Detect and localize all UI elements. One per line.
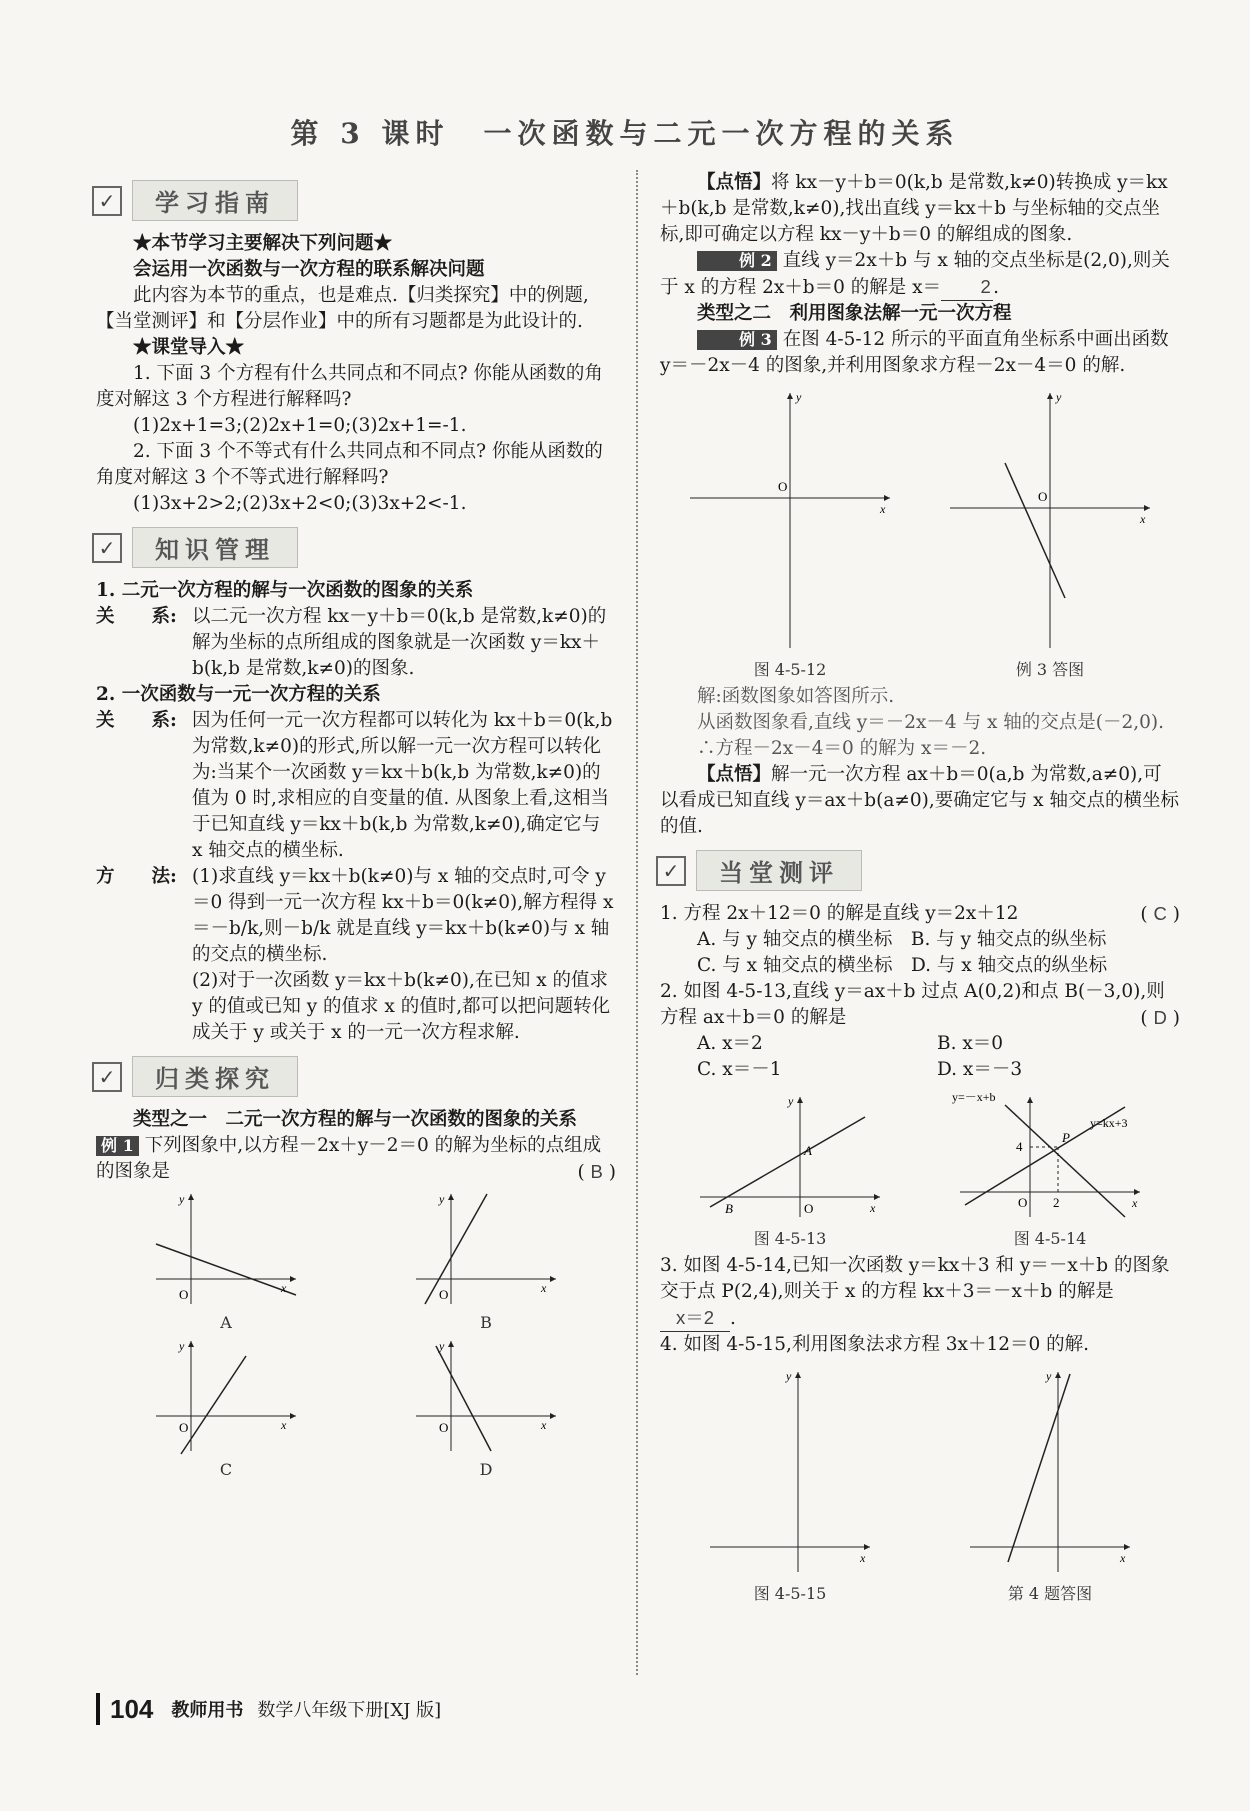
guide-q2-eq: (1)3x+2>2;(2)3x+2<0;(3)3x+2<-1. — [133, 493, 467, 514]
section-label: 学习指南 — [132, 180, 298, 221]
figure-example3-answer — [940, 383, 1160, 653]
example-tag: 例 2 — [697, 251, 777, 271]
section-explore-header — [92, 1056, 616, 1097]
figure-4-5-13 — [690, 1087, 890, 1222]
svg-text:x: x — [870, 1201, 876, 1215]
item-key: 关 系: — [96, 710, 177, 731]
tip-text: 将 kx－y＋b＝0(k,b 是常数,k≠0)转换成 y＝kx＋b(k,b 是常数,k≠0),找出直线 y＝kx＋b 与坐标轴的交点坐标,即可确定以方程 kx－y＋b＝0 的解组成的图象. — [660, 172, 1168, 245]
svg-text:A: A — [804, 1143, 812, 1158]
book-label: 教师用书 — [171, 1700, 244, 1721]
subject-label: 数学八年级下册[XJ 版] — [257, 1700, 442, 1721]
method-1: (1)求直线 y＝kx＋b(k≠0)与 x 轴的交点时,可令 y＝0 得到一元一次方程 kx＋b＝0(k≠0),解方程得 x＝－b/k,则－b/k 就是直线 y＝kx＋b(k≠0)与 x 轴的交点的横坐标. — [192, 866, 614, 965]
example1-graphs-row2 — [96, 1336, 616, 1479]
svg-text:2: 2 — [1053, 1195, 1060, 1210]
svg-text:O: O — [1018, 1195, 1028, 1210]
svg-text:O: O — [1038, 489, 1048, 504]
example-text: 直线 y＝2x＋b 与 x 轴的交点坐标是(2,0),则关于 x 的方程 2x＋b＝0 的解是 x＝ — [660, 250, 1170, 298]
guide-q2: 2. 下面 3 个不等式有什么共同点和不同点? 你能从函数的角度对解这 3 个不等式进行解释吗? — [96, 441, 603, 488]
page-number: 104 — [110, 1693, 154, 1724]
question-answer: D — [1153, 1007, 1167, 1028]
svg-text:y: y — [439, 1339, 445, 1353]
svg-text:4: 4 — [1016, 1139, 1023, 1154]
example-tag: 例 1 — [96, 1136, 139, 1156]
right-column — [660, 170, 1180, 1608]
svg-text:x: x — [880, 502, 886, 516]
item-key: 方 法: — [96, 866, 177, 887]
solution-2: 从函数图象看,直线 y＝－2x－4 与 x 轴的交点是(－2,0). — [697, 712, 1165, 733]
checkbox-icon: ✓ — [92, 186, 122, 216]
tip-2 — [660, 762, 1180, 840]
graph-label: A — [220, 1313, 232, 1332]
knowledge-item-3 — [96, 864, 616, 1046]
left-column — [96, 170, 616, 1483]
figure-4-5-14 — [950, 1087, 1150, 1222]
option: B. x＝0 — [937, 1033, 1004, 1054]
guide-q1-eq: (1)2x+1=3;(2)2x+1=0;(3)2x+1=-1. — [133, 415, 467, 436]
figure-caption: 图 4-5-15 — [753, 1584, 827, 1603]
svg-text:y: y — [179, 1192, 185, 1206]
tip-text: 解一元一次方程 ax＋b＝0(a,b 为常数,a≠0),可以看成已知直线 y＝ax＋b(a≠0),要确定它与 x 轴交点的横坐标的值. — [660, 764, 1179, 837]
test-q2-options-cd — [660, 1057, 1180, 1083]
svg-text:x: x — [1140, 512, 1146, 526]
solution-3: ∴方程－2x－4＝0 的解为 x＝－2. — [697, 738, 987, 759]
svg-text:y: y — [788, 1094, 794, 1108]
item-value: 因为任何一元一次方程都可以转化为 kx＋b＝0(k,b 为常数,k≠0)的形式,所以解一元一次方程可以转化为:当某个一次函数 y＝kx＋b(k,b 为常数,k≠0)的值为 0 时,求相应的自变量的值. 从图象上看,这相当于已知直线 y＝kx＋b(k,b 为常数,k≠0),确定它与 x 轴交点的横坐标. — [192, 710, 613, 861]
svg-text:P: P — [1062, 1130, 1070, 1145]
line-label: y=－x+b — [952, 1090, 996, 1104]
example3-figures — [660, 383, 1180, 680]
type2-heading: 类型之二 利用图象法解一元一次方程 — [697, 303, 1012, 324]
option: C. x＝－1 — [697, 1059, 782, 1080]
item-key: 关 系: — [96, 606, 177, 627]
type1-heading: 类型之一 二元一次方程的解与一次函数的图象的关系 — [133, 1109, 578, 1130]
svg-text:x: x — [541, 1418, 547, 1432]
svg-text:x: x — [1132, 1196, 1138, 1210]
svg-text:O: O — [804, 1201, 814, 1216]
knowledge-item-1 — [96, 604, 616, 682]
guide-star2: ★课堂导入★ — [133, 337, 245, 358]
tip-1 — [660, 170, 1180, 248]
item-value: 以二元一次方程 kx－y＋b＝0(k,b 是常数,k≠0)的解为坐标的点所组成的图象就是一次函数 y＝kx＋b(k,b 是常数,k≠0)的图象. — [192, 606, 607, 679]
graph-label: C — [219, 1460, 233, 1479]
figure-4-5-12 — [680, 383, 900, 653]
test-question-3: 3. 如图 4-5-14,已知一次函数 y＝kx＋3 和 y＝－x＋b 的图象交于点 P(2,4),则关于 x 的方程 kx＋3＝－x＋b 的解是x＝2 . — [660, 1253, 1180, 1332]
svg-text:O: O — [179, 1420, 189, 1435]
svg-text:y: y — [796, 390, 802, 404]
guide-note: 此内容为本节的重点，也是难点.【归类探究】中的例题,【当堂测评】和【分层作业】中的所有习题都是为此设计的. — [96, 285, 589, 332]
section-knowledge-header — [92, 527, 616, 568]
guide-star1: ★本节学习主要解决下列问题★ — [133, 233, 393, 254]
example-text: 在图 4-5-12 所示的平面直角坐标系中画出函数 y＝－2x－4 的图象,并利用图象求方程－2x－4＝0 的解. — [660, 329, 1169, 376]
example1-graphs-row1 — [96, 1189, 616, 1332]
figure-caption: 图 4-5-12 — [753, 660, 827, 679]
section-label: 归类探究 — [132, 1056, 298, 1097]
graph-label: D — [479, 1460, 493, 1479]
line-label: y=kx+3 — [1090, 1116, 1128, 1130]
option: A. x＝2 — [697, 1033, 763, 1054]
knowledge-heading-1: 1. 二元一次方程的解与一次函数的图象的关系 — [96, 580, 474, 601]
example-3 — [660, 327, 1180, 379]
example-1: 例 1 下列图象中,以方程－2x＋y－2＝0 的解为坐标的点组成的图象是 ( B ) — [96, 1135, 616, 1183]
svg-text:x: x — [1120, 1551, 1126, 1565]
figure-caption: 第 4 题答图 — [1007, 1584, 1093, 1603]
knowledge-heading-2: 2. 一次函数与一元一次方程的关系 — [96, 684, 381, 705]
option: B. 与 y 轴交点的纵坐标 — [910, 929, 1107, 950]
figure-4-5-15 — [700, 1362, 880, 1577]
question-text: 3. 如图 4-5-14,已知一次函数 y＝kx＋3 和 y＝－x＋b 的图象交于点 P(2,4),则关于 x 的方程 kx＋3＝－x＋b 的解是 — [660, 1255, 1170, 1302]
graph-a — [151, 1189, 301, 1309]
section-label: 当堂测评 — [696, 850, 862, 891]
option: D. 与 x 轴交点的纵坐标 — [910, 955, 1108, 976]
test-q1-options-cd — [660, 953, 1180, 979]
guide-goal: 会运用一次函数与一次方程的联系解决问题 — [133, 259, 485, 280]
figure-caption: 例 3 答图 — [1015, 660, 1085, 679]
test-q1-options-ab — [660, 927, 1180, 953]
graph-c — [151, 1336, 301, 1456]
test-question-2: 2. 如图 4-5-13,直线 y＝ax＋b 过点 A(0,2)和点 B(－3,0),则方程 ax＋b＝0 的解是 ( D ) — [660, 981, 1180, 1029]
checkbox-icon: ✓ — [92, 1062, 122, 1092]
svg-text:y: y — [1046, 1369, 1052, 1383]
svg-text:y: y — [786, 1369, 792, 1383]
svg-text:y: y — [179, 1339, 185, 1353]
section-test-header — [656, 850, 1180, 891]
figure-caption: 图 4-5-14 — [1013, 1229, 1087, 1248]
checkbox-icon: ✓ — [656, 856, 686, 886]
question-text: 2. 如图 4-5-13,直线 y＝ax＋b 过点 A(0,2)和点 B(－3,0),则方程 ax＋b＝0 的解是 — [660, 981, 1165, 1028]
svg-text:O: O — [778, 479, 788, 494]
svg-text:x: x — [860, 1551, 866, 1565]
svg-text:y: y — [439, 1192, 445, 1206]
test-figures-15 — [660, 1362, 1180, 1604]
page-title: 第 3 课时 一次函数与二元一次方程的关系 — [290, 117, 960, 150]
graph-d — [411, 1336, 561, 1456]
tip-tag: 【点悟】 — [697, 172, 772, 193]
svg-text:O: O — [439, 1420, 449, 1435]
graph-label: B — [480, 1313, 492, 1332]
svg-text:B: B — [725, 1201, 733, 1216]
page-footer — [96, 1693, 441, 1725]
option: C. 与 x 轴交点的横坐标 — [697, 955, 893, 976]
example-answer: B — [590, 1161, 603, 1182]
footer-bar — [96, 1693, 100, 1725]
test-question-1: 1. 方程 2x＋12＝0 的解是直线 y＝2x＋12 ( C ) — [660, 903, 1180, 925]
svg-text:x: x — [281, 1418, 287, 1432]
figure-q4-answer — [960, 1362, 1140, 1577]
section-guide-header — [92, 180, 616, 221]
question-answer: C — [1153, 903, 1167, 924]
graph-b — [411, 1189, 561, 1309]
figure-caption: 图 4-5-13 — [753, 1229, 827, 1248]
test-figures-13-14 — [660, 1087, 1180, 1249]
svg-text:O: O — [179, 1287, 189, 1302]
test-q2-options-ab — [660, 1031, 1140, 1057]
test-question-4: 4. 如图 4-5-15,利用图象法求方程 3x＋12＝0 的解. — [660, 1334, 1090, 1355]
option: A. 与 y 轴交点的横坐标 — [697, 929, 893, 950]
svg-text:x: x — [281, 1281, 287, 1295]
example-text: 下列图象中,以方程－2x＋y－2＝0 的解为坐标的点组成的图象是 — [96, 1135, 602, 1182]
column-divider — [636, 170, 638, 1675]
knowledge-item-2 — [96, 708, 616, 864]
question-text: 1. 方程 2x＋12＝0 的解是直线 y＝2x＋12 — [660, 903, 1019, 924]
question-answer: x＝2 — [660, 1305, 730, 1332]
checkbox-icon: ✓ — [92, 533, 122, 563]
svg-text:y: y — [1056, 390, 1062, 404]
example-2: 例 2 直线 y＝2x＋b 与 x 轴的交点坐标是(2,0),则关于 x 的方程 2x＋b＝0 的解是 x＝ 2 . — [660, 248, 1180, 301]
svg-text:x: x — [541, 1281, 547, 1295]
method-2: (2)对于一次函数 y＝kx＋b(k≠0),在已知 x 的值求 y 的值或已知 y 的值求 x 的值时,都可以把问题转化成关于 y 或关于 x 的一元一次方程求解. — [192, 970, 611, 1043]
section-label: 知识管理 — [132, 527, 298, 568]
guide-q1: 1. 下面 3 个方程有什么共同点和不同点? 你能从函数的角度对解这 3 个方程进行解释吗? — [96, 363, 603, 410]
option: D. x＝－3 — [937, 1059, 1023, 1080]
example-answer: 2 — [941, 274, 993, 301]
tip-tag: 【点悟】 — [697, 764, 772, 785]
svg-text:O: O — [439, 1287, 449, 1302]
solution-1: 解:函数图象如答图所示. — [697, 686, 895, 707]
example-tag: 例 3 — [697, 330, 777, 350]
